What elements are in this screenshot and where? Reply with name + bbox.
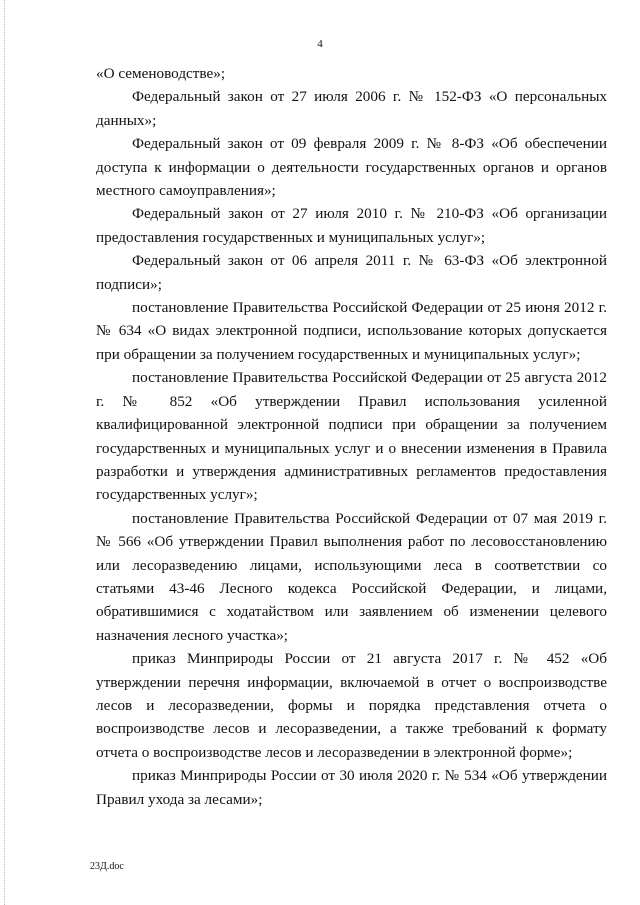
paragraph-resolution-852: постановление Правительства Российской Федерации от 25 августа 2012 г. № 852 «Об утверждении Правил использования усиленной квалифицированной электронной подписи при обращении за получением государственных и муниципальных услуг и о внесении изменения в Правила разработки и утверждения административных регламентов предоставления государственных услуг»; [96,369,607,504]
paragraph-law-210fz: Федеральный закон от 27 июля 2010 г. № 210-ФЗ «Об организации предоставления государственных и муниципальных услуг»; [96,205,607,246]
paragraph-semenovodstvo: «О семеноводстве»; [96,65,226,82]
paragraph-law-63fz: Федеральный закон от 06 апреля 2011 г. № 63-ФЗ «Об электронной подписи»; [96,252,607,293]
paragraph-order-534: приказ Минприроды России от 30 июля 2020 г. № 534 «Об утверждении Правил ухода за лесами»; [96,767,607,808]
paragraph-resolution-566: постановление Правительства Российской Федерации от 07 мая 2019 г. № 566 «Об утверждении Правил выполнения работ по лесовосстановлению или лесоразведению лицами, использующими леса в соответствии со статьями 43-46 Лесного кодекса Российской Федерации, и лицами, обратившимися с ходатайством или заявлением об изменении целевого назначения лесного участка»; [96,509,607,644]
paragraph-order-452: приказ Минприроды России от 21 августа 2017 г. № 452 «Об утверждении перечня информации, включаемой в отчет о воспроизводстве лесов и лесоразведении, формы и порядка представления отчета о воспроизводстве лесов и лесоразведении, а также требований к формату отчета о воспроизводстве лесов и лесоразведении в электронной форме»; [96,650,607,761]
document-body [96,62,607,811]
scan-edge-line [4,0,6,905]
page-number: 4 [317,38,323,50]
paragraph-resolution-634: постановление Правительства Российской Федерации от 25 июня 2012 г. № 634 «О видах электронной подписи, использование которых допускается при обращении за получением государственных и муниципальных услуг»; [96,299,607,363]
footer-filename: 23Д.doc [90,861,124,872]
paragraph-law-8fz: Федеральный закон от 09 февраля 2009 г. № 8-ФЗ «Об обеспечении доступа к информации о деятельности государственных органов и органов местного самоуправления»; [96,135,607,200]
paragraph-law-152fz: Федеральный закон от 27 июля 2006 г. № 152-ФЗ «О персональных данных»; [96,88,607,129]
